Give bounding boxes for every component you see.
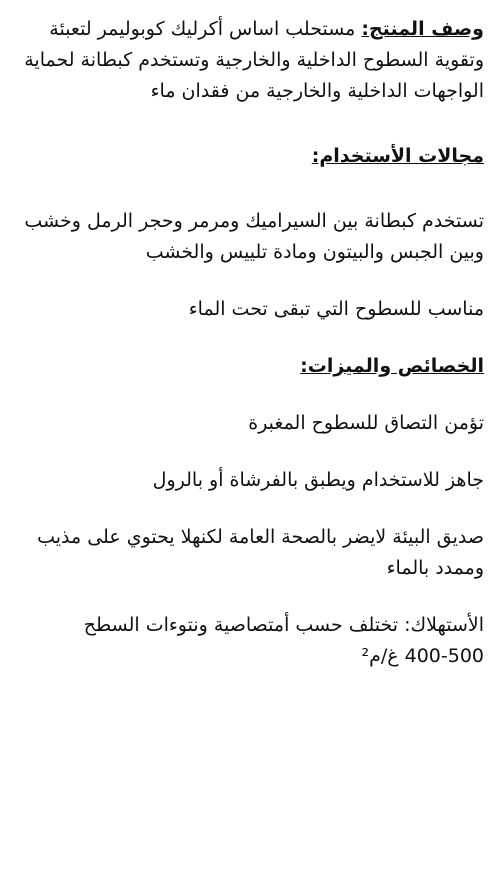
product-description xyxy=(18,14,484,107)
consumption-value: 400-500 غ/م² xyxy=(361,645,484,667)
feature-item: صديق البيئة لايضر بالصحة العامة لكنهلا يحتوي على مذيب وممدد بالماء xyxy=(37,526,484,579)
description-label: وصف المنتج: xyxy=(361,18,484,40)
feature-item: تؤمن التصاق للسطوح المغبرة xyxy=(248,412,484,434)
consumption-text: الأستهلاك: تختلف حسب أمتصاصية ونتوءات السطح xyxy=(83,614,484,636)
feature-item: جاهز للاستخدام ويطبق بالفرشاة أو بالرول xyxy=(152,469,484,491)
usage-heading: مجالات الأستخدام: xyxy=(311,145,484,167)
features-heading: الخصائص والميزات: xyxy=(300,355,484,377)
description-text: مستحلب اساس أكرليك كوبوليمر لتعبئة وتقوية السطوح الداخلية والخارجية وتستخدم كبطانة لحماية الواجهات الداخلية والخارجية من فقدان ماء xyxy=(24,18,484,102)
product-sheet xyxy=(18,14,484,672)
usage-item: مناسب للسطوح التي تبقى تحت الماء xyxy=(188,298,484,320)
usage-item: تستخدم كبطانة بين السيراميك ومرمر وحجر الرمل وخشب وبين الجبس والبيتون ومادة تلييس والخشب xyxy=(24,210,484,263)
